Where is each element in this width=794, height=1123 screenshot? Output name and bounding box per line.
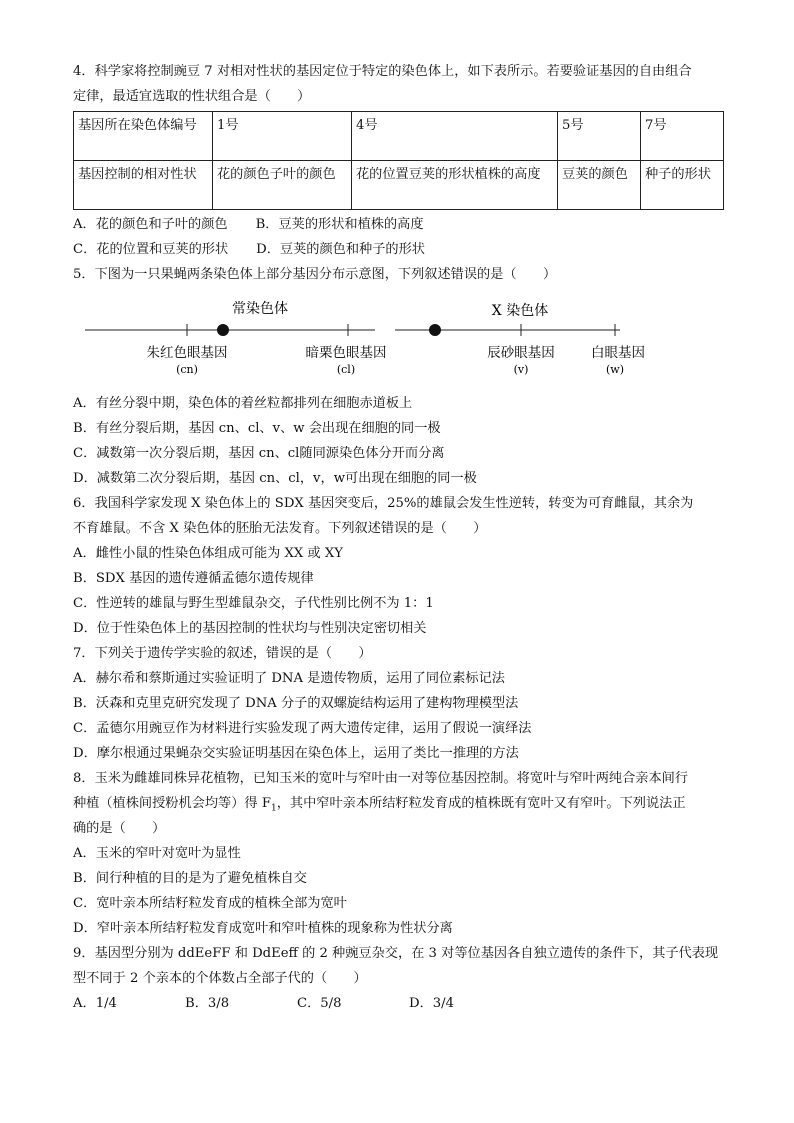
gene-chromosome-table: [73, 111, 724, 210]
q4-options-row2: [73, 241, 425, 259]
table-row: [74, 161, 724, 210]
table-cell: 种子的形状: [641, 161, 724, 210]
table-cell: 1号: [213, 112, 352, 161]
q4-option-a: A．花的颜色和子叶的颜色: [73, 217, 228, 232]
q8-stem-line2-part2: ，其中窄叶亲本所结籽粒发育成的植株既有宽叶又有窄叶。下列说法正: [276, 796, 686, 811]
gene-label-v: 辰砂眼基因: [487, 345, 555, 361]
q9-option-a: A．1/4: [73, 996, 117, 1011]
q4-stem-line2: 定律，最适宜选取的性状组合是（ ）: [73, 89, 311, 104]
q4-option-c: C．花的位置和豆荚的形状: [73, 242, 229, 257]
q6-option-a: A．雌性小鼠的性染色体组成可能为 XX 或 XY: [73, 546, 343, 561]
q8-option-b: B．间行种植的目的是为了避免植株自交: [73, 871, 307, 886]
q8-f1-subscript: 1: [270, 803, 277, 814]
gene-symbol-cn: (cn): [176, 363, 198, 376]
q6-option-c: C．性逆转的雄鼠与野生型雄鼠杂交，子代性别比例不为 1：1: [73, 596, 434, 611]
chromosome-diagram: [80, 295, 660, 380]
gene-label-cn: 朱红色眼基因: [146, 345, 228, 361]
autosome-centromere: [217, 324, 229, 336]
q5-stem: 5．下图为一只果蝇两条染色体上部分基因分布示意图，下列叙述错误的是（ ）: [73, 267, 557, 282]
table-cell: 豆荚的颜色: [558, 161, 641, 210]
q8-stem-line2: [73, 795, 686, 818]
table-cell: 7号: [641, 112, 724, 161]
gene-symbol-w: (w): [606, 363, 624, 376]
q7-option-d: D．摩尔根通过果蝇杂交实验证明基因在染色体上，运用了类比一推理的方法: [73, 746, 519, 761]
table-cell: 基因所在染色体编号: [74, 112, 213, 161]
q6-stem-line2: 不育雄鼠。不含 X 染色体的胚胎无法发育。下列叙述错误的是（ ）: [73, 521, 487, 536]
q8-option-d: D．窄叶亲本所结籽粒发育成宽叶和窄叶植株的现象称为性状分离: [73, 921, 453, 936]
x-chromosome-centromere: [429, 324, 441, 336]
x-chromosome-title: X 染色体: [491, 303, 549, 319]
q4-options-row1: [73, 216, 424, 234]
q7-option-c: C．孟德尔用豌豆作为材料进行实验发现了两大遗传定律，运用了假说一演绎法: [73, 721, 532, 736]
q7-option-b: B．沃森和克里克研究发现了 DNA 分子的双螺旋结构运用了建构物理模型法: [73, 696, 519, 711]
q6-stem-line1: 6．我国科学家发现 X 染色体上的 SDX 基因突变后，25%的雄鼠会发生性逆转，转变为可育雌鼠，其余为: [73, 496, 694, 511]
gene-label-cl: 暗栗色眼基因: [305, 345, 387, 361]
q7-option-a: A．赫尔希和蔡斯通过实验证明了 DNA 是遗传物质，运用了同位素标记法: [73, 671, 505, 686]
q5-option-d: D．减数第二次分裂后期，基因 cn、cl，v，w可出现在细胞的同一极: [73, 471, 477, 486]
q9-option-d: D．3/4: [409, 996, 454, 1011]
q4-option-d: D．豆荚的颜色和种子的形状: [256, 242, 425, 257]
table-cell: 花的颜色子叶的颜色: [213, 161, 352, 210]
q8-stem-line2-part1: 种植（植株间授粉机会均等）得 F: [73, 796, 271, 811]
q5-option-b: B．有丝分裂后期，基因 cn、cl、v、w 会出现在细胞的同一极: [73, 421, 441, 436]
table-cell: 花的位置豆荚的形状植株的高度: [352, 161, 558, 210]
q9-stem-line2: 型不同于 2 个亲本的个体数占全部子代的（ ）: [73, 971, 367, 986]
q6-option-b: B．SDX 基因的遗传遵循孟德尔遗传规律: [73, 571, 314, 586]
autosome-title: 常染色体: [232, 301, 288, 317]
q7-stem: 7．下列关于遗传学实验的叙述，错误的是（ ）: [73, 646, 372, 661]
table-cell: 基因控制的相对性状: [74, 161, 213, 210]
q9-stem-line1: 9．基因型分别为 ddEeFF 和 DdEeff 的 2 种豌豆杂交，在 3 对等位基因各自独立遗传的条件下，其子代表现: [73, 946, 719, 961]
q8-stem-line1: 8．玉米为雌雄同株异花植物，已知玉米的宽叶与窄叶由一对等位基因控制。将宽叶与窄叶两纯合亲本间行: [73, 771, 689, 786]
q8-stem-line3: 确的是（ ）: [73, 821, 166, 836]
gene-label-w: 白眼基因: [591, 345, 645, 361]
q8-option-c: C．宽叶亲本所结籽粒发育成的植株全部为宽叶: [73, 896, 347, 911]
q4-option-b: B．豆荚的形状和植株的高度: [255, 217, 424, 232]
q9-option-c: C．5/8: [297, 996, 342, 1011]
q6-option-d: D．位于性染色体上的基因控制的性状均与性别决定密切相关: [73, 621, 427, 636]
q8-option-a: A．玉米的窄叶对宽叶为显性: [73, 846, 241, 861]
gene-symbol-cl: (cl): [336, 363, 356, 376]
q5-option-c: C．减数第一次分裂后期，基因 cn、cl随同源染色体分开而分离: [73, 446, 445, 461]
gene-symbol-v: (v): [513, 363, 529, 376]
table-cell: 4号: [352, 112, 558, 161]
table-cell: 5号: [558, 112, 641, 161]
q5-option-a: A．有丝分裂中期，染色体的着丝粒都排列在细胞赤道板上: [73, 396, 413, 411]
q4-stem-line1: 4．科学家将控制豌豆 7 对相对性状的基因定位于特定的染色体上，如下表所示。若要验证基因的自由组合: [73, 64, 692, 79]
table-row: [74, 112, 724, 161]
q9-option-b: B．3/8: [185, 996, 230, 1011]
q9-options: [73, 995, 454, 1013]
